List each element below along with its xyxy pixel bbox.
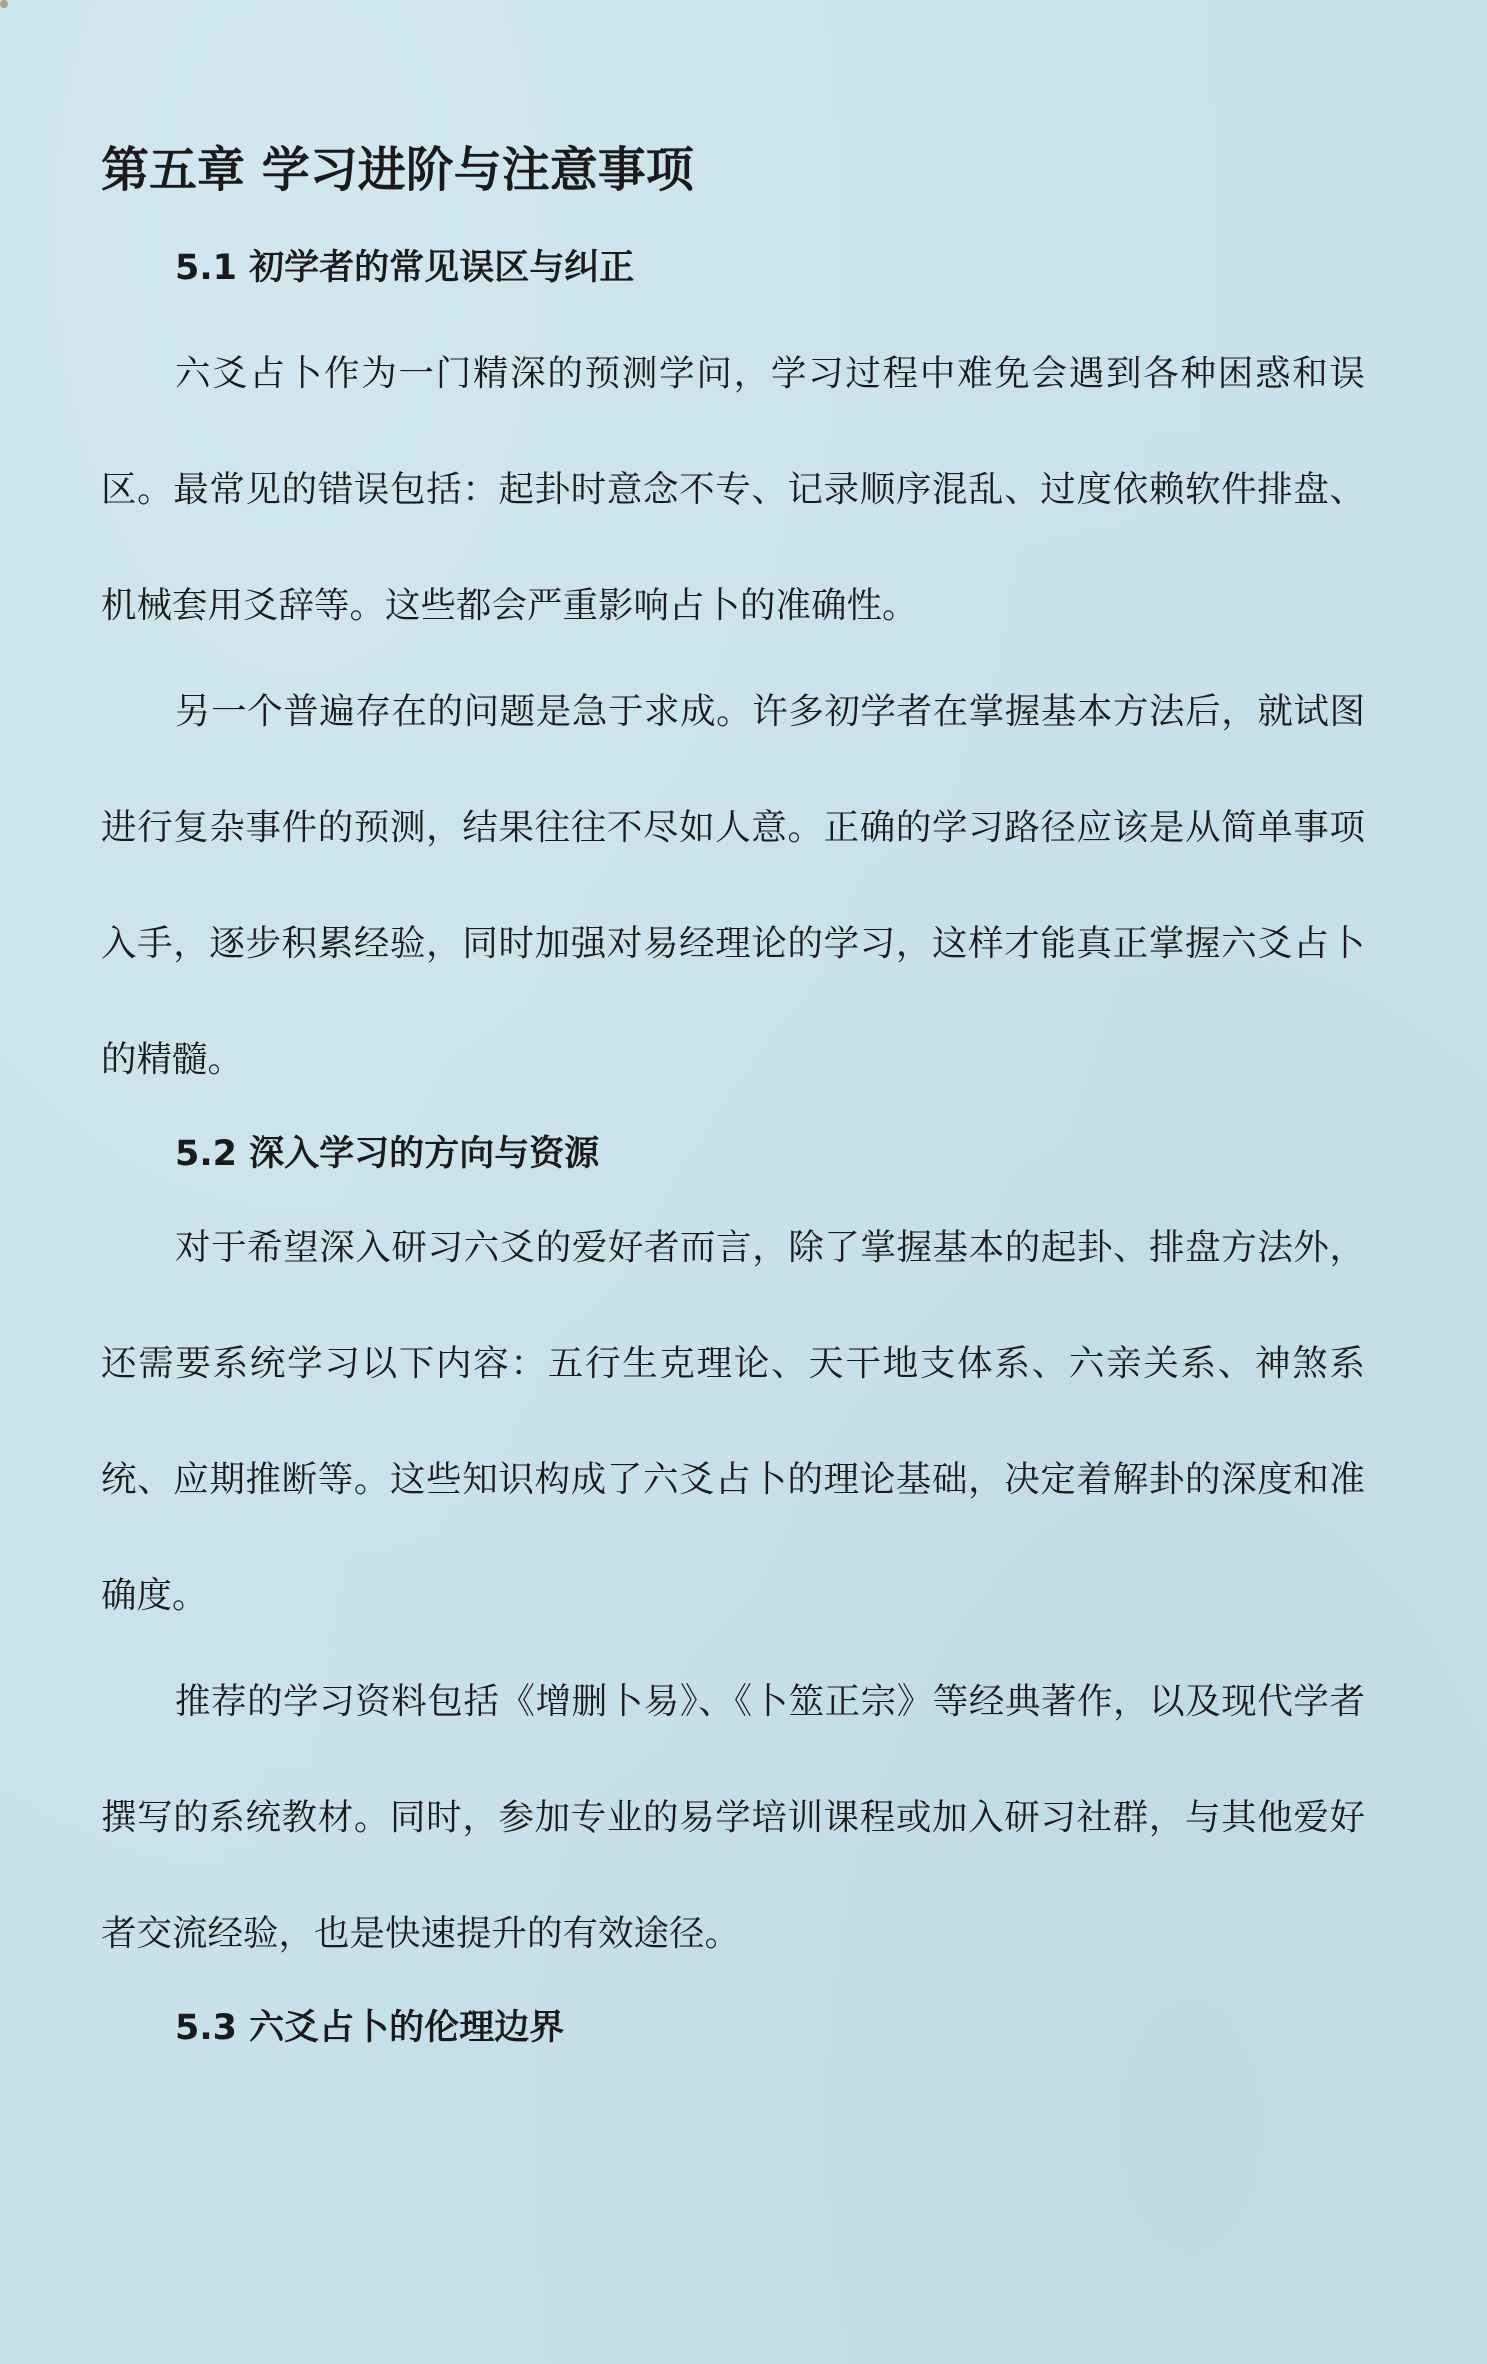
section-heading-5-2: 5.2 深入学习的方向与资源 [175,1134,600,1174]
section-heading-5-3: 5.3 六爻占卜的伦理边界 [175,2008,565,2048]
paragraph: 推荐的学习资料包括《增删卜易》、《卜筮正宗》等经典著作，以及现代学者撰写的系统教材。同时，参加专业的易学培训课程或加入研习社群，与其他爱好者交流经验，也是快速提升的有效途径。 [101,1681,1365,1954]
chapter-title: 第五章 学习进阶与注意事项 [101,142,694,198]
paragraph: 对于希望深入研习六爻的爱好者而言，除了掌握基本的起卦、排盘方法外，还需要系统学习以下内容：五行生克理论、天干地支体系、六亲关系、神煞系统、应期推断等。这些知识构成了六爻占卜的理论基础，决定着解卦的深度和准确度。 [101,1227,1365,1616]
paragraph: 另一个普遍存在的问题是急于求成。许多初学者在掌握基本方法后，就试图进行复杂事件的预测，结果往往不尽如人意。正确的学习路径应该是从简单事项入手，逐步积累经验，同时加强对易经理论的学习，这样才能真正掌握六爻占卜的精髓。 [101,691,1365,1080]
paper-speck [0,0,8,8]
section-heading-5-1: 5.1 初学者的常见误区与纠正 [175,248,635,288]
paragraph: 六爻占卜作为一门精深的预测学问，学习过程中难免会遇到各种困惑和误区。最常见的错误包括：起卦时意念不专、记录顺序混乱、过度依赖软件排盘、机械套用爻辞等。这些都会严重影响占卜的准确性。 [101,353,1365,626]
